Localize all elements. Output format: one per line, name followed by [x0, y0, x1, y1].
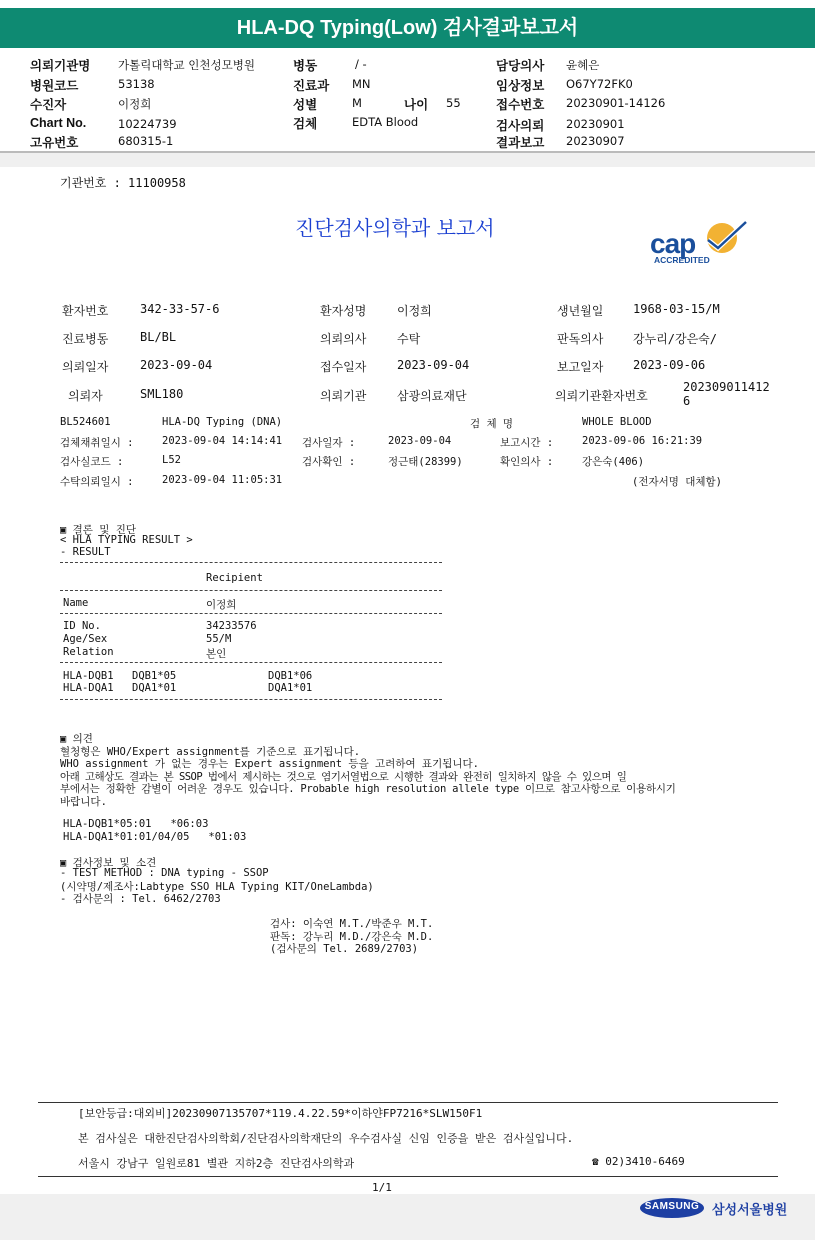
info-value: 강누리/강은숙/	[633, 332, 718, 346]
age-key: 나이	[404, 98, 429, 112]
doctor-key: 확인의사 :	[500, 456, 554, 468]
samsung-logo	[640, 1198, 704, 1218]
report-title: HLA-DQ Typing(Low) 검사결과보고서	[236, 17, 579, 39]
confirm-value: 정근태(28399)	[388, 456, 463, 468]
room-value: L52	[162, 454, 181, 466]
header-key: 담당의사	[496, 59, 545, 73]
header-value: 20230901-14126	[566, 96, 666, 110]
header-value: 가톨릭대학교 인천성모병원	[118, 58, 255, 72]
header-key: 병동	[293, 59, 318, 73]
doctor-value: 강은숙(406)	[582, 456, 645, 468]
table-divider	[60, 699, 442, 700]
info-key: 보고일자	[557, 360, 604, 374]
opinion-title: ▣ 의견	[60, 733, 93, 745]
header-value: 53138	[118, 77, 155, 91]
allele-2: DQB1*06	[268, 670, 313, 682]
cap-accredited-logo	[646, 218, 756, 268]
testdate-key: 검사일자 :	[302, 437, 356, 449]
age-value: 55	[446, 96, 461, 110]
test-name: HLA-DQ Typing (DNA)	[162, 416, 283, 428]
header-value: 10224739	[118, 117, 177, 131]
table-divider	[60, 613, 442, 614]
table-divider	[60, 662, 442, 663]
info-value-tail: 6	[683, 394, 691, 408]
collect-value: 2023-09-04 14:14:41	[162, 435, 283, 447]
info-key: 진료병동	[62, 332, 109, 346]
reporttime-value: 2023-09-06 16:21:39	[582, 435, 703, 447]
relation-value: 본인	[206, 648, 227, 660]
info-value: BL/BL	[140, 330, 177, 344]
header-value: / -	[355, 57, 367, 71]
info-value: 2023-09-04	[397, 358, 470, 372]
method-line: - TEST METHOD : DNA typing - SSOP	[60, 867, 269, 879]
header-key: 수진자	[30, 98, 67, 112]
info-key: 생년월일	[557, 304, 604, 318]
header-value: 윤혜은	[566, 58, 600, 72]
hla-result-title: < HLA TYPING RESULT >	[60, 534, 193, 546]
info-value: 1968-03-15/M	[633, 302, 720, 316]
sign-line: 판독: 강누리 M.D./강은숙 M.D.	[270, 931, 434, 943]
header-key: 성별	[293, 98, 318, 112]
cap-accredited-text: ACCREDITED	[654, 255, 710, 265]
esign-note: (전자서명 대체함)	[632, 476, 722, 488]
header-value: O67Y72FK0	[566, 77, 633, 91]
header-value: EDTA Blood	[352, 115, 419, 129]
id-value: 34233576	[206, 620, 257, 632]
info-key: 의뢰기관	[320, 389, 367, 403]
result-section-title: ▣ 결론 및 진단	[60, 524, 137, 536]
opinion-line: 혈청형은 WHO/Expert assignment를 기준으로 표기됩니다.	[60, 746, 361, 758]
collect-key: 검체채취일시 :	[60, 437, 134, 449]
locus-label: HLA-DQA1	[63, 682, 114, 694]
consign-key: 수탁의뢰일시 :	[60, 476, 134, 488]
method-line: - 검사문의 : Tel. 6462/2703	[60, 893, 221, 905]
allele-2: DQA1*01	[268, 682, 313, 694]
page-number: 1/1	[372, 1181, 392, 1194]
header-value: 20230907	[566, 134, 625, 148]
age-value: 55/M	[206, 633, 232, 645]
sign-line: (검사문의 Tel. 2689/2703)	[270, 943, 419, 955]
header-key: 진료과	[293, 79, 330, 93]
opinion-line: 부에서는 정확한 감별이 어려운 경우도 있습니다. Probable high resolution allele type 이므로 참고사항으로 이용하시기	[60, 783, 676, 795]
footer-divider	[38, 1176, 778, 1177]
institution-number: 기관번호 : 11100958	[60, 176, 186, 190]
info-value: 342-33-57-6	[140, 302, 220, 316]
test-code: BL524601	[60, 416, 111, 428]
specimen-key: 검 체 명	[470, 418, 514, 430]
info-value: 202309011412	[683, 380, 770, 394]
name-value: 이정희	[206, 599, 237, 611]
id-label: ID No.	[63, 620, 101, 632]
info-key: 의뢰기관환자번호	[555, 389, 648, 403]
allele-line: HLA-DQA1*01:01/04/05 *01:03	[63, 831, 247, 843]
room-key: 검사실코드 :	[60, 456, 124, 468]
phone-line: ☎ 02)3410-6469	[592, 1155, 685, 1168]
info-key: 판독의사	[557, 332, 604, 346]
header-value: 680315-1	[118, 134, 174, 148]
info-value: SML180	[140, 387, 184, 401]
name-label: Name	[63, 597, 89, 609]
sign-line: 검사: 이숙연 M.T./박준우 M.T.	[270, 918, 434, 930]
locus-label: HLA-DQB1	[63, 670, 114, 682]
security-line: [보안등급:대외비]20230907135707*119.4.22.59*이하얀FP7216*SLW150F1	[78, 1107, 483, 1120]
confirm-key: 검사확인 :	[302, 456, 356, 468]
allele-1: DQB1*05	[132, 670, 177, 682]
table-divider	[60, 590, 442, 591]
info-value: 2023-09-06	[633, 358, 706, 372]
info-value: 이정희	[397, 304, 432, 318]
info-key: 환자번호	[62, 304, 109, 318]
address-line: 서울시 강남구 일원로81 별관 지하2층 진단검사의학과	[78, 1157, 355, 1170]
method-line: (시약명/제조사:Labtype SSO HLA Typing KIT/OneLambda)	[60, 881, 374, 893]
footer-divider	[38, 1102, 778, 1103]
header-key: 임상정보	[496, 79, 545, 93]
header-key: 접수번호	[496, 98, 545, 112]
header-key: 병원코드	[30, 79, 79, 93]
info-value: 삼광의료재단	[397, 389, 467, 403]
hospital-logo-text: 삼성서울병원	[712, 1203, 788, 1218]
reporttime-key: 보고시간 :	[500, 437, 554, 449]
info-key: 의뢰의사	[320, 332, 367, 346]
header-key: 의뢰기관명	[30, 59, 91, 73]
header-value: 20230901	[566, 117, 625, 131]
header-value: M	[352, 96, 362, 110]
header-key: Chart No.	[30, 116, 87, 130]
opinion-line: 아래 고해상도 결과는 본 SSOP 법에서 제시하는 것으로 염기서열법으로 시행한 결과와 완전히 일치하지 않을 수 있으며 일	[60, 771, 627, 783]
info-key: 의뢰일자	[62, 360, 109, 374]
lab-report-title: 진단검사의학과 보고서	[295, 216, 495, 240]
allele-line: HLA-DQB1*05:01 *06:03	[63, 818, 209, 830]
testdate-value: 2023-09-04	[388, 435, 452, 447]
specimen-value: WHOLE BLOOD	[582, 416, 652, 428]
cap-text: cap	[650, 228, 696, 259]
header-key: 결과보고	[496, 136, 545, 150]
header-key: 검사의뢰	[496, 119, 545, 133]
opinion-line: 바랍니다.	[60, 796, 107, 808]
header-value: MN	[352, 77, 371, 91]
info-key: 접수일자	[320, 360, 367, 374]
header-key: 고유번호	[30, 136, 79, 150]
age-label: Age/Sex	[63, 633, 108, 645]
info-value: 수탁	[397, 332, 421, 346]
header-value: 이정희	[118, 97, 152, 111]
opinion-line: WHO assignment 가 없는 경우는 Expert assignment 등을 고려하여 표기됩니다.	[60, 758, 479, 770]
samsung-logo-text: SAMSUNG	[644, 1201, 700, 1212]
method-title: ▣ 검사정보 및 소견	[60, 857, 157, 869]
allele-1: DQA1*01	[132, 682, 177, 694]
consign-value: 2023-09-04 11:05:31	[162, 474, 283, 486]
page-band-top	[0, 153, 815, 167]
relation-label: Relation	[63, 646, 114, 658]
recipient-header: Recipient	[206, 572, 263, 584]
header-key: 검체	[293, 117, 318, 131]
info-key: 환자성명	[320, 304, 367, 318]
info-key: 의뢰자	[68, 389, 103, 403]
certification-line: 본 검사실은 대한진단검사의학회/진단검사의학재단의 우수검사실 신임 인증을 받은 검사실입니다.	[78, 1132, 574, 1145]
result-label: - RESULT	[60, 546, 111, 558]
info-value: 2023-09-04	[140, 358, 213, 372]
table-divider	[60, 562, 442, 563]
